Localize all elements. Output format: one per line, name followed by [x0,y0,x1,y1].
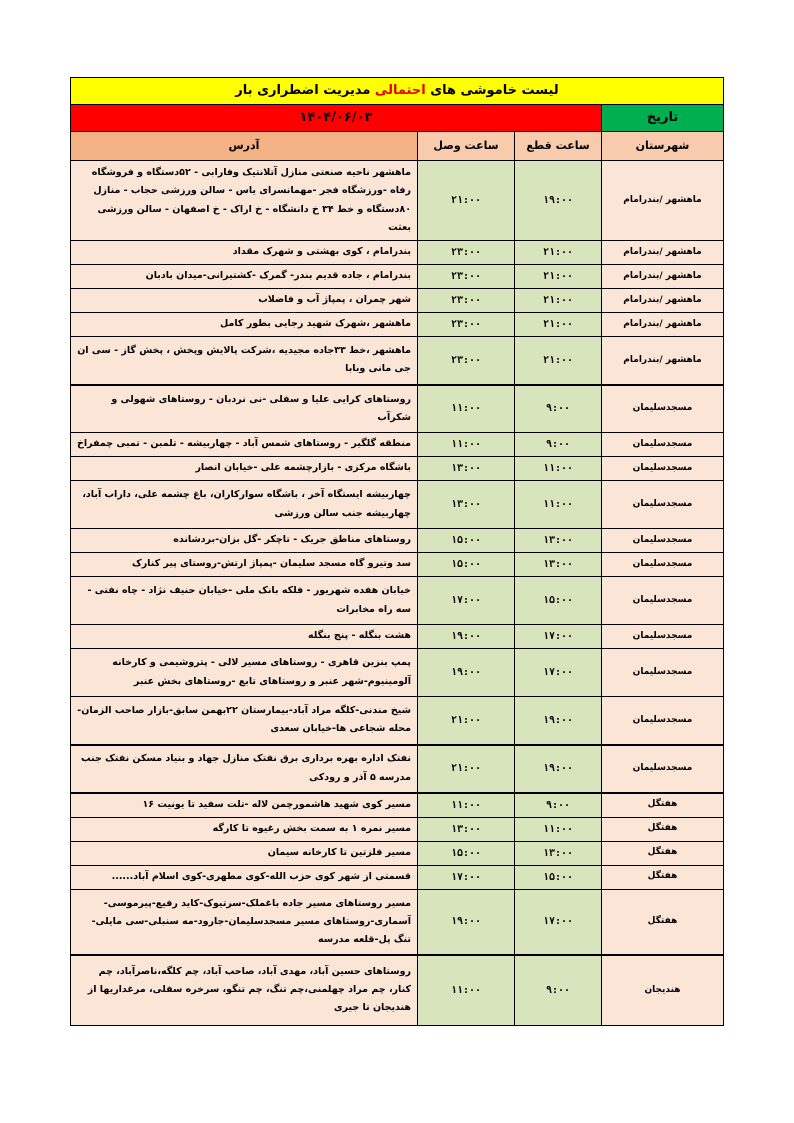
city-cell: هندیجان [602,955,724,1025]
header-address: آدرس [70,132,417,161]
city-cell: ماهشهر /بندرامام [602,313,724,337]
city-cell: مسجدسلیمان [602,433,724,457]
connect-time-cell: ۱۳:۰۰ [418,481,515,529]
table-row [70,433,723,457]
address-cell: شیخ مندنی-کلگه مراد آباد-بیمارستان ۲۲بهمن سابق-بازار صاحب الزمان-محله شجاعی ها-خیابان سعدی [70,697,417,745]
table-row [70,481,723,529]
connect-time-cell: ۲۱:۰۰ [418,745,515,793]
address-cell: شهر چمران ، پمپاژ آب و فاضلاب [70,289,417,313]
address-cell: ماهشهر ،خط ۳۳جاده مجیدیه ،شرکت پالایش وپخش ، پخش گاز - سی ان جی مانی وبابا [70,337,417,385]
connect-time-cell: ۱۱:۰۰ [418,955,515,1025]
connect-time-cell: ۱۳:۰۰ [418,457,515,481]
cut-time-cell: ۱۷:۰۰ [515,889,602,955]
cut-time-cell: ۲۱:۰۰ [515,289,602,313]
table-row [70,457,723,481]
city-cell: هفتگل [602,793,724,818]
address-cell: روستاهای کرایی علیا و سفلی -نی نردبان - روستاهای شهولی و شکرآب [70,385,417,433]
connect-time-cell: ۲۳:۰۰ [418,241,515,265]
city-cell: هفتگل [602,817,724,841]
cut-time-cell: ۱۳:۰۰ [515,553,602,577]
address-cell: روستاهای مناطق جریک - تاچکر -گل بزان-بردشانده [70,529,417,553]
city-cell: مسجدسلیمان [602,457,724,481]
city-cell: مسجدسلیمان [602,745,724,793]
city-cell: مسجدسلیمان [602,529,724,553]
table-row [70,553,723,577]
date-value: ۱۴۰۴/۰۶/۰۳ [70,105,601,132]
address-cell: باشگاه مرکزی - بازارچشمه علی -خیابان انصار [70,457,417,481]
address-cell: بندرامام ، جاده قدیم بندر- گمرک -کشتیرانی-میدان بادبان [70,265,417,289]
address-cell: بندرامام ، کوی بهشتی و شهرک مقداد [70,241,417,265]
city-cell: ماهشهر /بندرامام [602,265,724,289]
city-cell: مسجدسلیمان [602,481,724,529]
address-cell: مسیر نمره ۱ به سمت بخش رغیوه تا کارگه [70,817,417,841]
cut-time-cell: ۲۱:۰۰ [515,337,602,385]
cut-time-cell: ۲۱:۰۰ [515,265,602,289]
address-cell: خیابان هفده شهریور - فلکه بانک ملی -خیابان حنیف نژاد - چاه نفتی - سه راه مخابرات [70,577,417,625]
city-cell: هفتگل [602,865,724,889]
city-cell: مسجدسلیمان [602,553,724,577]
address-cell: سد وتیرو گاه مسجد سلیمان -پمپاژ ارتش-روستای پیر کنارک [70,553,417,577]
table-row [70,161,723,241]
table-row [70,817,723,841]
cut-time-cell: ۱۳:۰۰ [515,841,602,865]
city-cell: ماهشهر /بندرامام [602,241,724,265]
cut-time-cell: ۱۱:۰۰ [515,481,602,529]
cut-time-cell: ۱۹:۰۰ [515,161,602,241]
city-cell: هفتگل [602,841,724,865]
address-cell: منطقه گلگیر - روستاهای شمس آباد - چهاربیشه - تلمبن - تمبی چمفراخ [70,433,417,457]
cut-time-cell: ۱۷:۰۰ [515,649,602,697]
connect-time-cell: ۱۵:۰۰ [418,553,515,577]
city-cell: ماهشهر /بندرامام [602,289,724,313]
outage-table [70,77,724,1026]
address-cell: روستاهای حسین آباد، مهدی آباد، صاحب آباد، چم کلگه،ناصرآباد، چم کنار، چم مراد چهلمنی،چم تنگ، چم تنگو، سرخره سفلی، مرغداریها از هندیجان تا جیری [70,955,417,1025]
cut-time-cell: ۹:۰۰ [515,433,602,457]
connect-time-cell: ۱۱:۰۰ [418,793,515,818]
address-cell: مسیر فلزتین تا کارخانه سیمان [70,841,417,865]
table-row [70,649,723,697]
header-connect-time: ساعت وصل [418,132,515,161]
cut-time-cell: ۱۵:۰۰ [515,577,602,625]
table-row [70,241,723,265]
address-cell: ماهشهر ،شهرک شهید رجایی بطور کامل [70,313,417,337]
table-row [70,529,723,553]
table-row [70,745,723,793]
table-row [70,577,723,625]
table-row [70,337,723,385]
cut-time-cell: ۲۱:۰۰ [515,313,602,337]
address-cell: ماهشهر ناحیه صنعتی منازل آتلانتیک وفارابی - ۵۲دستگاه و فروشگاه رفاه -ورزشگاه فجر -مهمانسرای یاس - سالن ورزشی حجاب - منازل ۸۰دستگاه و خط ۳۴ خ دانشگاه - خ اراک - خ اصفهان - سالن ورزشی بعثت [70,161,417,241]
city-cell: مسجدسلیمان [602,625,724,649]
address-cell: قسمتی از شهر کوی حزب الله-کوی مطهری-کوی اسلام آباد...... [70,865,417,889]
header-city: شهرستان [602,132,724,161]
address-cell: مسیر کوی شهید هاشمورچمن لاله -تلت سفید تا یونیت ۱۶ [70,793,417,818]
table-row [70,697,723,745]
cut-time-cell: ۹:۰۰ [515,793,602,818]
outage-sheet [71,77,724,1026]
cut-time-cell: ۹:۰۰ [515,955,602,1025]
connect-time-cell: ۱۳:۰۰ [418,817,515,841]
cut-time-cell: ۲۱:۰۰ [515,241,602,265]
title-highlight: احتمالی [374,82,426,98]
city-cell: ماهشهر /بندرامام [602,337,724,385]
table-row [70,889,723,955]
table-row [70,289,723,313]
table-row [70,313,723,337]
connect-time-cell: ۱۹:۰۰ [418,625,515,649]
address-cell: مسیر روستاهای مسیر جاده باغملک-سرتیوک-کاید رفیع-پیرموسی-آسماری-روستاهای مسیر مسجدسلیمان-جارود-مه سنبلی-سی مایلی-تنگ پل-قلعه مدرسه [70,889,417,955]
connect-time-cell: ۲۱:۰۰ [418,697,515,745]
connect-time-cell: ۱۷:۰۰ [418,865,515,889]
city-cell: مسجدسلیمان [602,649,724,697]
city-cell: هفتگل [602,889,724,955]
cut-time-cell: ۱۷:۰۰ [515,625,602,649]
city-cell: مسجدسلیمان [602,577,724,625]
connect-time-cell: ۲۱:۰۰ [418,161,515,241]
cut-time-cell: ۱۱:۰۰ [515,457,602,481]
connect-time-cell: ۲۳:۰۰ [418,313,515,337]
connect-time-cell: ۲۳:۰۰ [418,337,515,385]
address-cell: هشت بنگله - پنج بنگله [70,625,417,649]
connect-time-cell: ۲۳:۰۰ [418,265,515,289]
address-cell: نفتک اداره بهره برداری برق نفتک منازل جهاد و بنیاد مسکن نفتک جنب مدرسه ۵ آذر و رودکی [70,745,417,793]
header-row [70,132,723,161]
table-row [70,955,723,1025]
connect-time-cell: ۱۹:۰۰ [418,889,515,955]
city-cell: مسجدسلیمان [602,385,724,433]
date-row [70,105,723,132]
connect-time-cell: ۱۷:۰۰ [418,577,515,625]
city-cell: مسجدسلیمان [602,697,724,745]
connect-time-cell: ۱۹:۰۰ [418,649,515,697]
connect-time-cell: ۱۱:۰۰ [418,385,515,433]
header-cut-time: ساعت قطع [515,132,602,161]
cut-time-cell: ۱۹:۰۰ [515,745,602,793]
connect-time-cell: ۲۳:۰۰ [418,289,515,313]
address-cell: پمپ بنزین قاهری - روستاهای مسیر لالی - پتروشیمی و کارخانه آلومینیوم-شهر عنبر و روستاهای تابع -روستاهای بخش عنبر [70,649,417,697]
cut-time-cell: ۱۹:۰۰ [515,697,602,745]
cut-time-cell: ۱۵:۰۰ [515,865,602,889]
cut-time-cell: ۱۳:۰۰ [515,529,602,553]
table-row [70,841,723,865]
connect-time-cell: ۱۱:۰۰ [418,433,515,457]
title-part1: لیست خاموشی های [430,82,559,98]
date-label: تاریخ [602,105,724,132]
table-row [70,793,723,818]
address-cell: چهاربیشه ایستگاه آخر ، باشگاه سوارکاران، باغ چشمه علی، داراب آباد، چهاربیشه جنب سالن ورزشی [70,481,417,529]
table-row [70,265,723,289]
cut-time-cell: ۱۱:۰۰ [515,817,602,841]
title-row [70,78,723,105]
connect-time-cell: ۱۵:۰۰ [418,841,515,865]
title-part2: مدیریت اضطراری بار [235,82,371,98]
table-row [70,385,723,433]
table-row [70,625,723,649]
city-cell: ماهشهر /بندرامام [602,161,724,241]
table-row [70,865,723,889]
connect-time-cell: ۱۵:۰۰ [418,529,515,553]
cut-time-cell: ۹:۰۰ [515,385,602,433]
page-title [70,78,723,105]
